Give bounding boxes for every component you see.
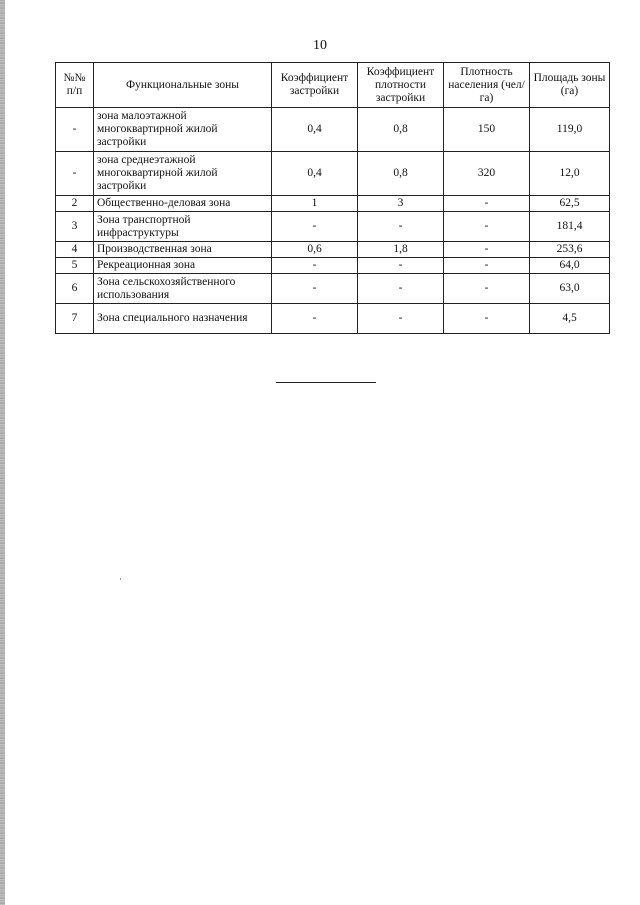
table-row [56, 212, 610, 242]
table-row [56, 196, 610, 212]
cell-building-coefficient: - [272, 258, 358, 274]
cell-density-coefficient: - [358, 304, 444, 334]
cell-num: - [56, 108, 94, 152]
table-row [56, 258, 610, 274]
table-header-row [56, 63, 610, 108]
table-row [56, 304, 610, 334]
cell-zone: Зона транспортной инфраструктуры [94, 212, 272, 242]
cell-zone: зона среднеэтажной многоквартирной жилой застройки [94, 152, 272, 196]
header-building-coefficient: Коэффициент застройки [272, 63, 358, 108]
table-row [56, 242, 610, 258]
cell-area: 12,0 [530, 152, 610, 196]
cell-area: 253,6 [530, 242, 610, 258]
cell-population-density: - [444, 258, 530, 274]
cell-population-density: - [444, 304, 530, 334]
cell-area: 62,5 [530, 196, 610, 212]
cell-density-coefficient: - [358, 212, 444, 242]
cell-zone: Рекреационная зона [94, 258, 272, 274]
cell-building-coefficient: - [272, 304, 358, 334]
cell-num: 4 [56, 242, 94, 258]
header-zone: Функциональные зоны [94, 63, 272, 108]
cell-area: 63,0 [530, 274, 610, 304]
scan-speck [120, 578, 121, 580]
table-row [56, 108, 610, 152]
cell-num: - [56, 152, 94, 196]
cell-density-coefficient: - [358, 258, 444, 274]
cell-density-coefficient: - [358, 274, 444, 304]
functional-zones-table [55, 62, 610, 334]
cell-area: 181,4 [530, 212, 610, 242]
cell-zone: Зона специального назначения [94, 304, 272, 334]
header-area: Площадь зоны (га) [530, 63, 610, 108]
cell-building-coefficient: 0,4 [272, 152, 358, 196]
scan-edge [0, 0, 5, 905]
cell-density-coefficient: 1,8 [358, 242, 444, 258]
table-row [56, 274, 610, 304]
cell-density-coefficient: 3 [358, 196, 444, 212]
page-number: 10 [313, 38, 327, 53]
cell-area: 4,5 [530, 304, 610, 334]
cell-population-density: - [444, 274, 530, 304]
cell-population-density: - [444, 212, 530, 242]
separator-line [276, 382, 376, 383]
cell-density-coefficient: 0,8 [358, 108, 444, 152]
cell-num: 2 [56, 196, 94, 212]
cell-zone: Общественно-деловая зона [94, 196, 272, 212]
cell-num: 7 [56, 304, 94, 334]
cell-building-coefficient: 1 [272, 196, 358, 212]
header-num: №№ п/п [56, 63, 94, 108]
cell-population-density: - [444, 242, 530, 258]
cell-num: 6 [56, 274, 94, 304]
cell-population-density: 320 [444, 152, 530, 196]
cell-population-density: - [444, 196, 530, 212]
table-row [56, 152, 610, 196]
cell-population-density: 150 [444, 108, 530, 152]
cell-building-coefficient: - [272, 212, 358, 242]
cell-area: 119,0 [530, 108, 610, 152]
cell-building-coefficient: 0,4 [272, 108, 358, 152]
header-population-density: Плотность населения (чел/га) [444, 63, 530, 108]
cell-zone: зона малоэтажной многоквартирной жилой застройки [94, 108, 272, 152]
header-density-coefficient: Коэффициент плотности застройки [358, 63, 444, 108]
cell-density-coefficient: 0,8 [358, 152, 444, 196]
cell-building-coefficient: - [272, 274, 358, 304]
cell-zone: Производственная зона [94, 242, 272, 258]
cell-building-coefficient: 0,6 [272, 242, 358, 258]
cell-area: 64,0 [530, 258, 610, 274]
cell-zone: Зона сельскохозяйственного использования [94, 274, 272, 304]
cell-num: 5 [56, 258, 94, 274]
cell-num: 3 [56, 212, 94, 242]
